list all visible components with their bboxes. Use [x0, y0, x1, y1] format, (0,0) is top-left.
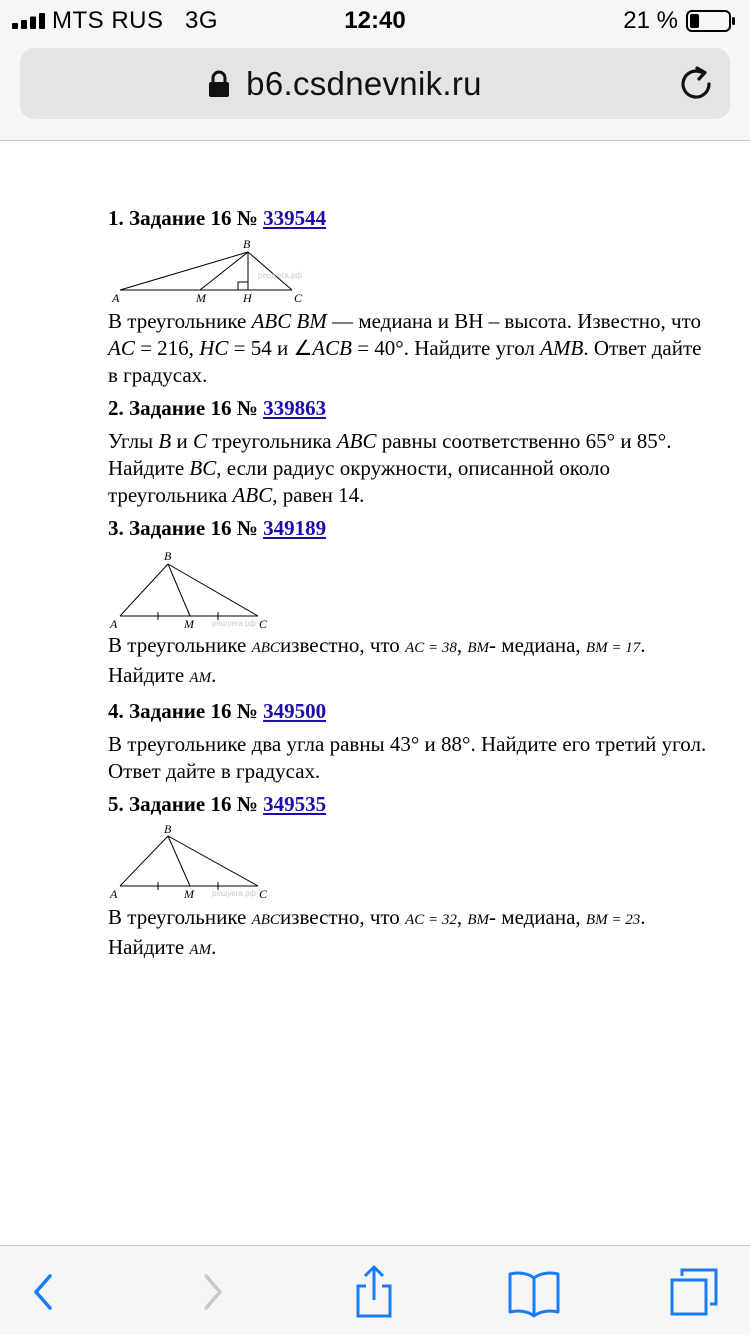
task-label: Задание 16 №	[129, 206, 258, 230]
side-ab	[120, 836, 168, 886]
watermark: решуега.рф	[258, 271, 303, 280]
task-id-link[interactable]: 339544	[263, 206, 327, 230]
vertex-a: A	[112, 291, 120, 304]
task-heading	[108, 515, 708, 542]
vertex-c: C	[294, 291, 303, 304]
task-heading	[108, 395, 708, 422]
task-label: Задание 16 №	[129, 699, 258, 723]
battery-icon	[686, 10, 736, 32]
forward-icon[interactable]	[184, 1264, 240, 1320]
vertex-c: C	[259, 887, 268, 900]
watermark: решуега.рф	[212, 889, 257, 898]
task-id-link[interactable]: 349500	[263, 699, 327, 723]
page-content	[108, 205, 708, 966]
battery-percent: 21 %	[623, 7, 678, 34]
task-id-link[interactable]: 339863	[263, 396, 327, 420]
watermark: решуега.рф	[212, 619, 257, 628]
task-heading	[108, 698, 708, 725]
task-label: Задание 16 №	[129, 792, 258, 816]
vertex-a: A	[110, 887, 118, 900]
task-label: Задание 16 №	[129, 516, 258, 540]
median-bm	[168, 836, 190, 886]
triangle-figure-3	[108, 548, 278, 628]
side-bc	[168, 836, 258, 886]
back-icon[interactable]	[16, 1264, 72, 1320]
task-1	[108, 205, 708, 389]
lock-icon	[208, 70, 230, 98]
vertex-m: M	[196, 291, 206, 304]
side-ab	[120, 252, 248, 290]
task-heading	[108, 205, 708, 232]
task-label: Задание 16 №	[129, 396, 258, 420]
task-id-link[interactable]: 349189	[263, 516, 327, 540]
task-5	[108, 791, 708, 964]
right-angle-mark	[238, 282, 248, 290]
vertex-m: M	[184, 617, 194, 628]
task-number: 3.	[108, 516, 124, 540]
triangle-figure-1	[108, 238, 308, 304]
vertex-m: M	[184, 887, 194, 900]
task-2	[108, 395, 708, 509]
carrier-label: MTS RUS 3G	[52, 7, 219, 34]
median-bm	[168, 564, 190, 616]
vertex-c: C	[259, 617, 268, 628]
vertex-b: B	[164, 824, 172, 836]
task-text: В треугольнике ABCизвестно, что AC = 38, BM- медиана, BM = 17. Найдите AM.	[108, 633, 646, 687]
task-text: В треугольнике два угла равны 43° и 88°. Найдите его третий угол. Ответ дайте в градусах.	[108, 732, 707, 783]
task-number: 4.	[108, 699, 124, 723]
task-text: В треугольнике ABCизвестно, что AC = 32, BM- медиана, BM = 23. Найдите AM.	[108, 905, 646, 959]
vertex-a: A	[110, 617, 118, 628]
task-3	[108, 515, 708, 692]
vertex-b: B	[164, 549, 172, 563]
side-ab	[120, 564, 168, 616]
browser-toolbar	[0, 1245, 750, 1335]
task-number: 1.	[108, 206, 124, 230]
vertex-b: B	[243, 238, 251, 251]
tabs-icon[interactable]	[666, 1264, 722, 1320]
task-number: 5.	[108, 792, 124, 816]
share-icon[interactable]	[346, 1264, 402, 1320]
task-text: В треугольнике ABC BM — медиана и BH – высота. Известно, что AC = 216, HC = 54 и ∠ACB = 40°. Найдите угол AMB. Ответ дайте в градусах.	[108, 309, 702, 387]
side-bc	[168, 564, 258, 616]
bookmarks-icon[interactable]	[506, 1264, 562, 1320]
status-time: 12:40	[344, 7, 406, 34]
triangle-figure-5	[108, 824, 278, 900]
url-text[interactable]: b6.csdnevnik.ru	[246, 64, 482, 102]
task-text: Углы B и C треугольника ABC равны соответственно 65° и 85°. Найдите BC, если радиус окружности, описанной около треугольника ABC, равен 14.	[108, 429, 672, 507]
browser-header	[0, 40, 750, 141]
task-heading	[108, 791, 708, 818]
task-number: 2.	[108, 396, 124, 420]
median-bm	[200, 252, 248, 290]
status-bar	[0, 0, 750, 40]
reload-icon[interactable]	[678, 66, 714, 102]
task-id-link[interactable]: 349535	[263, 792, 327, 816]
address-bar[interactable]	[20, 48, 730, 119]
vertex-h: H	[243, 291, 252, 304]
task-4	[108, 698, 708, 785]
